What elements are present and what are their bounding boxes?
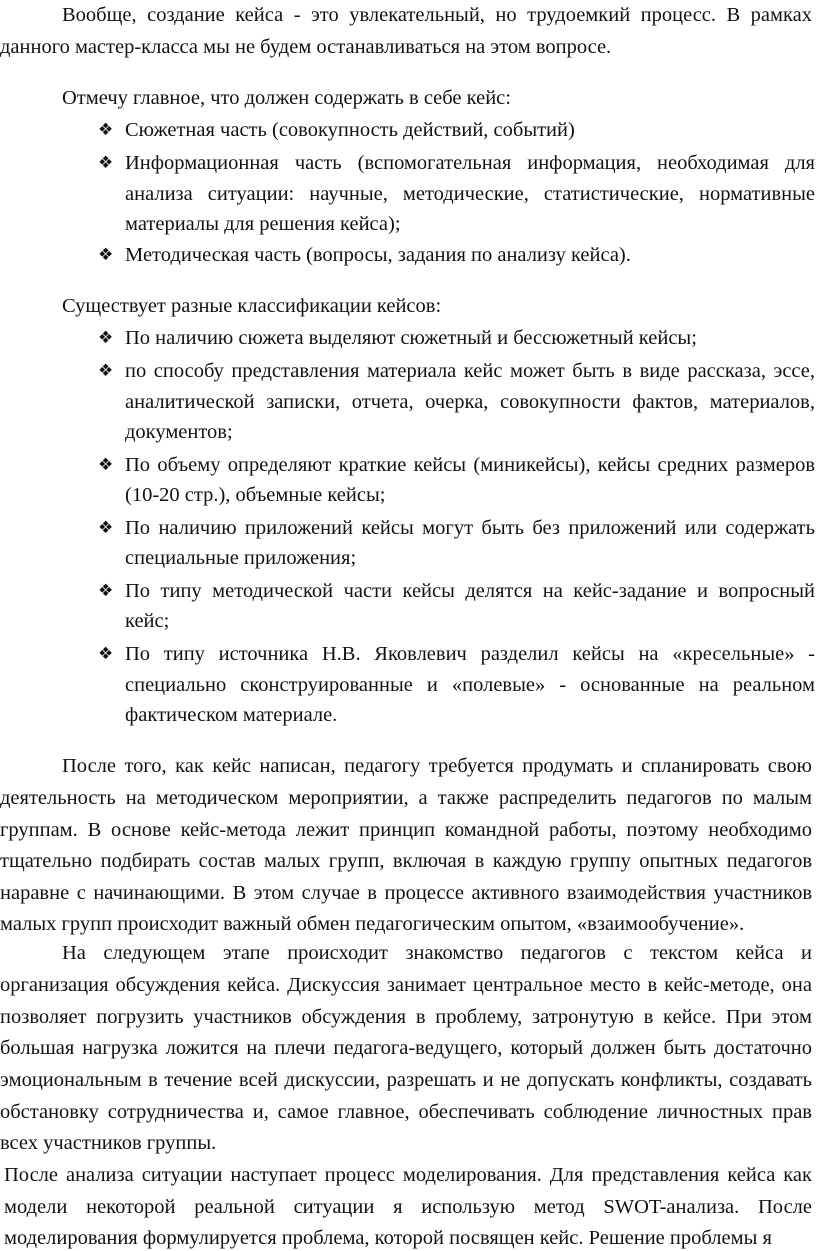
text-line: эмоциональным в течение всей дискуссии, разрешать и не допускать конфликты, создавать (0, 1069, 812, 1091)
list-item: анализа ситуации: научные, методические, статистические, нормативные (125, 183, 815, 205)
list-item: По типу методической части кейсы делятся на кейс-задание и вопросный (125, 580, 815, 602)
text-line: данного мастер-класса мы не будем останавливаться на этом вопросе. (0, 36, 612, 58)
section-heading: Отмечу главное, что должен содержать в себе кейс: (62, 87, 511, 109)
text-line: большая нагрузка ложится на плечи педагога-ведущего, который должен быть достаточно (0, 1037, 812, 1059)
list-item: аналитической записки, отчета, очерка, совокупности фактов, материалов, (125, 391, 815, 413)
list-item: фактическом материале. (125, 704, 338, 726)
diamond-bullet-icon: ❖ (98, 153, 114, 173)
list-item: документов; (125, 421, 233, 443)
diamond-bullet-icon: ❖ (98, 361, 114, 381)
text-line: обстановку сотрудничества и, самое главное, обеспечивать соблюдение личностных прав (0, 1101, 812, 1123)
text-line: После анализа ситуации наступает процесс моделирования. Для представления кейса как (4, 1164, 812, 1186)
list-item: кейс; (125, 610, 170, 632)
list-item: по способу представления материала кейс может быть в виде рассказа, эссе, (125, 360, 815, 382)
diamond-bullet-icon: ❖ (98, 581, 114, 601)
list-item: специальные приложения; (125, 547, 357, 569)
text-line: тщательно подбирать состав малых групп, включая в каждую группу опытных педагогов (0, 850, 812, 872)
list-item: По наличию приложений кейсы могут быть без приложений или содержать (125, 517, 815, 539)
text-line: малых групп происходит важный обмен педагогическим опытом, «взаимообучение». (0, 913, 745, 935)
list-item: Сюжетная часть (совокупность действий, событий) (125, 119, 575, 141)
list-item: (10-20 стр.), объемные кейсы; (125, 484, 386, 506)
text-line: деятельность на методическом мероприятии, а также распределить педагогов по малым (0, 787, 812, 809)
list-item: специально сконструированные и «полевые» - основанные на реальном (125, 674, 815, 696)
text-line: наравне с начинающими. В этом случае в процессе активного взаимодействия участников (0, 882, 812, 904)
diamond-bullet-icon: ❖ (98, 328, 114, 348)
diamond-bullet-icon: ❖ (98, 644, 114, 664)
diamond-bullet-icon: ❖ (98, 120, 114, 140)
text-line: всех участников группы. (0, 1132, 217, 1154)
diamond-bullet-icon: ❖ (98, 518, 114, 538)
list-item: По объему определяют краткие кейсы (миникейсы), кейсы средних размеров (125, 454, 815, 476)
text-line: моделирования формулируется проблема, которой посвящен кейс. Решение проблемы я (4, 1227, 772, 1249)
text-line: модели некоторой реальной ситуации я использую метод SWOT-анализа. После (4, 1196, 812, 1218)
list-item: По наличию сюжета выделяют сюжетный и бессюжетный кейсы; (125, 327, 697, 349)
text-line: После того, как кейс написан, педагогу требуется продумать и спланировать свою (62, 755, 812, 777)
diamond-bullet-icon: ❖ (98, 455, 114, 475)
text-line: Вообще, создание кейса - это увлекательный, но трудоемкий процесс. В рамках (62, 4, 812, 26)
list-item: Методическая часть (вопросы, задания по анализу кейса). (125, 244, 631, 266)
text-line: На следующем этапе происходит знакомство педагогов с текстом кейса и (62, 942, 812, 964)
section-heading: Существует разные классификации кейсов: (62, 295, 442, 317)
list-item: Информационная часть (вспомогательная информация, необходимая для (125, 152, 815, 174)
text-line: группам. В основе кейс-метода лежит принцип командной работы, поэтому необходимо (0, 819, 812, 841)
text-line: организация обсуждения кейса. Дискуссия занимает центральное место в кейс-методе, она (0, 974, 812, 996)
list-item: материалы для решения кейса); (125, 213, 401, 235)
diamond-bullet-icon: ❖ (98, 245, 114, 265)
text-line: позволяет погрузить участников обсуждения в проблему, затронутую в кейсе. При этом (0, 1006, 812, 1028)
list-item: По типу источника Н.В. Яковлевич разделил кейсы на «кресельные» - (125, 643, 815, 665)
